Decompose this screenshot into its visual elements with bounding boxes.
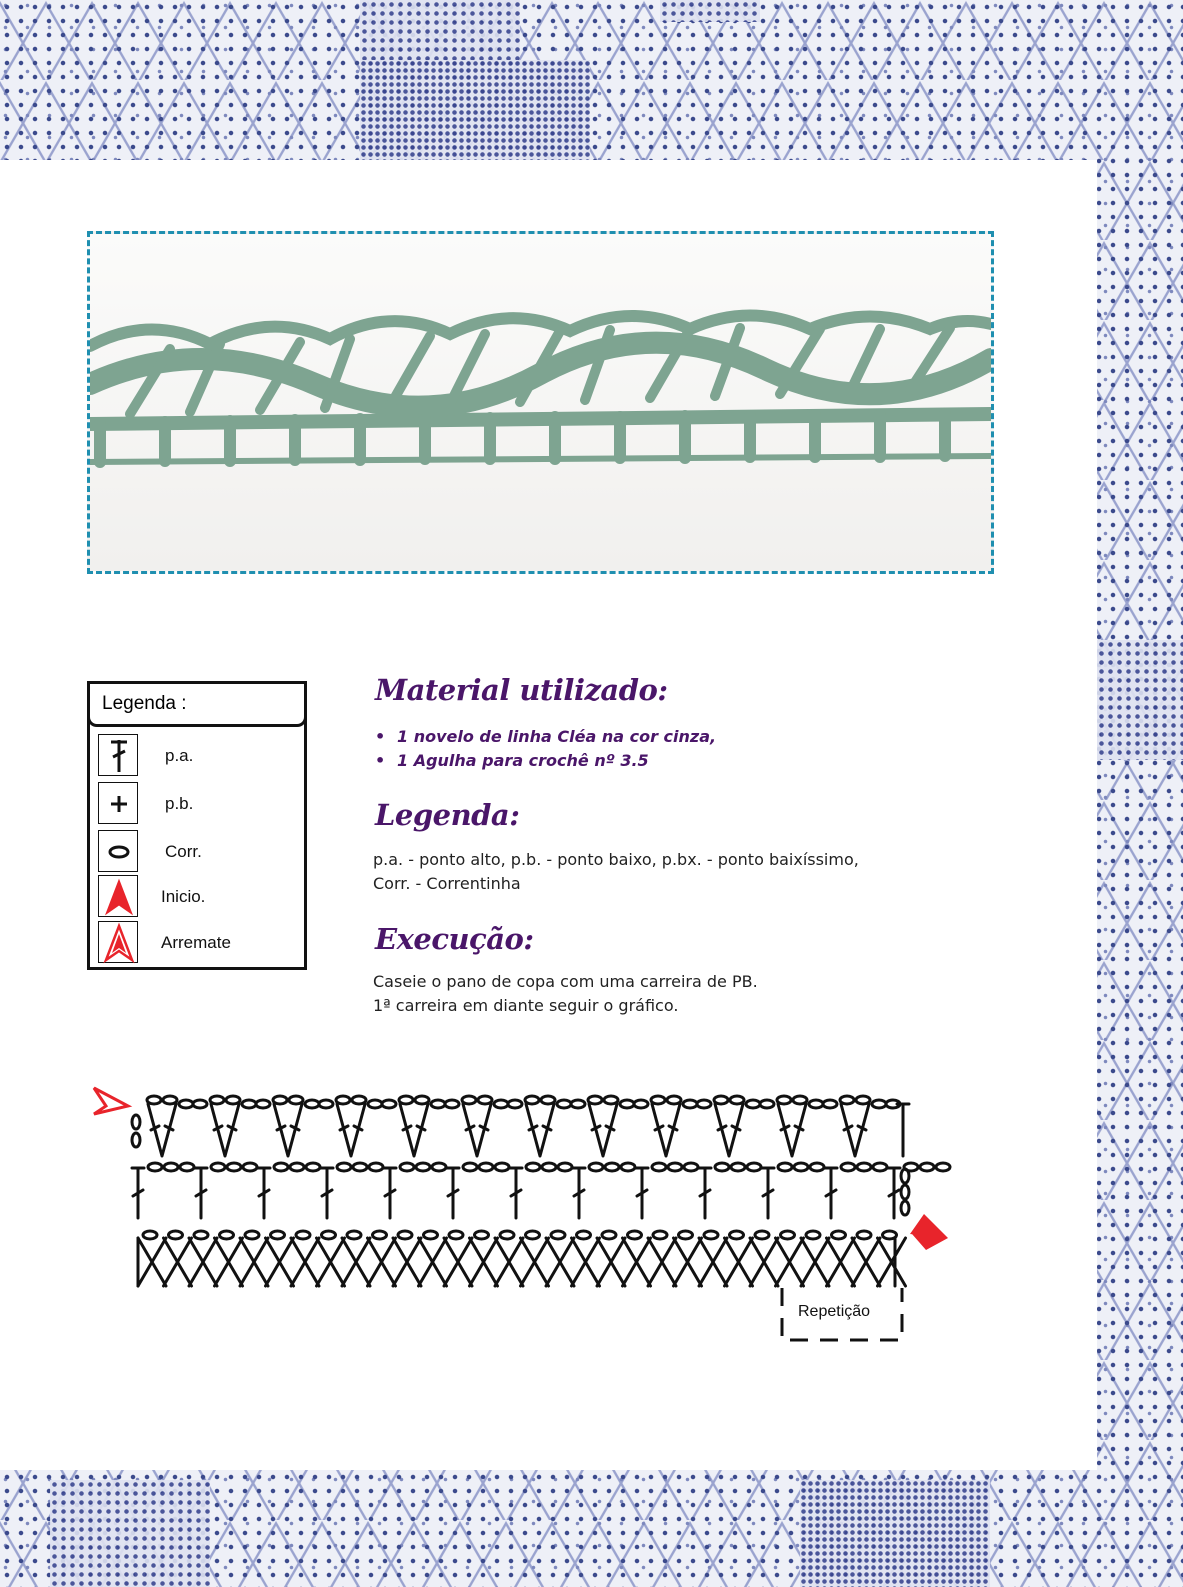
- key-heading: Legenda:: [375, 798, 520, 832]
- row-edge-stroke: [138, 1238, 895, 1286]
- patchwork-panel-top: [360, 0, 520, 60]
- chain-symbol: [226, 1096, 240, 1104]
- single-crochet-symbol: [189, 1238, 217, 1286]
- chain-symbol: [373, 1231, 387, 1239]
- single-crochet-symbol: [393, 1238, 421, 1286]
- chain-symbol: [164, 1163, 178, 1171]
- single-crochet-symbol: [597, 1238, 625, 1286]
- chain-symbol: [832, 1231, 846, 1239]
- chain-symbol: [322, 1231, 336, 1239]
- double-crochet-symbol: [636, 1168, 648, 1218]
- chain-symbol: [714, 1096, 728, 1104]
- chain-symbol: [432, 1163, 446, 1171]
- chain-symbol: [274, 1163, 288, 1171]
- chain-symbol: [337, 1163, 351, 1171]
- single-crochet-symbol: [266, 1238, 294, 1286]
- single-crochet-symbol: [495, 1238, 523, 1286]
- single-crochet-symbol: [801, 1238, 829, 1286]
- chain-symbol: [589, 1163, 603, 1171]
- chain-symbol: [755, 1231, 769, 1239]
- chain-symbol: [478, 1096, 492, 1104]
- chain-symbol: [542, 1163, 556, 1171]
- materials-heading: Material utilizado:: [375, 673, 668, 707]
- chain-symbol: [399, 1096, 413, 1104]
- legend-title: Legenda :: [87, 681, 307, 727]
- chain-symbol: [794, 1163, 808, 1171]
- chain-symbol: [778, 1163, 792, 1171]
- shell-symbol: [841, 1104, 869, 1156]
- chain-symbol: [169, 1231, 183, 1239]
- chain-symbol: [495, 1163, 509, 1171]
- chain-symbol: [242, 1100, 256, 1108]
- shell-symbol: [715, 1104, 743, 1156]
- chain-symbol: [193, 1100, 207, 1108]
- chain-symbol: [588, 1096, 602, 1104]
- chain-symbol: [368, 1100, 382, 1108]
- legend-row-finish: [98, 921, 298, 965]
- chain-symbol: [132, 1115, 140, 1129]
- chain-symbol: [856, 1096, 870, 1104]
- single-crochet-symbol: [138, 1238, 166, 1286]
- chain-symbol: [621, 1163, 635, 1171]
- finish-arrow-icon: [99, 922, 139, 964]
- materials-list: [375, 725, 716, 773]
- chain-symbol: [271, 1231, 285, 1239]
- chain-symbol: [400, 1163, 414, 1171]
- chain-symbol: [306, 1163, 320, 1171]
- chain-symbol: [760, 1100, 774, 1108]
- chain-symbol: [810, 1163, 824, 1171]
- chain-symbol: [571, 1100, 585, 1108]
- chain-symbol: [132, 1133, 140, 1147]
- shell-symbol: [400, 1104, 428, 1156]
- chain-symbol: [289, 1096, 303, 1104]
- chain-symbol: [143, 1231, 157, 1239]
- chain-symbol: [730, 1231, 744, 1239]
- chain-symbol: [883, 1231, 897, 1239]
- chain-symbol: [336, 1096, 350, 1104]
- single-crochet-icon: [99, 783, 139, 825]
- execution-heading: Execução:: [375, 922, 534, 956]
- chain-symbol: [920, 1163, 934, 1171]
- chain-symbol: [715, 1163, 729, 1171]
- chain-symbol: [651, 1096, 665, 1104]
- chain-symbol: [936, 1163, 950, 1171]
- single-crochet-symbol: [368, 1238, 396, 1286]
- legend-label-finish: Arremate: [161, 933, 231, 952]
- patchwork-panel-right: [1097, 640, 1183, 760]
- patchwork-panel-top-2: [360, 60, 590, 160]
- double-crochet-symbol: [699, 1168, 711, 1218]
- shell-symbol: [274, 1104, 302, 1156]
- chain-symbol: [620, 1100, 634, 1108]
- chain-symbol: [526, 1163, 540, 1171]
- chain-symbol: [652, 1163, 666, 1171]
- single-crochet-symbol: [750, 1238, 778, 1286]
- patchwork-panel-top-3: [660, 0, 760, 22]
- chain-symbol: [445, 1100, 459, 1108]
- legend-label-start: Inicio.: [161, 887, 206, 906]
- chain-symbol: [475, 1231, 489, 1239]
- chain-symbol: [508, 1100, 522, 1108]
- chain-icon: [99, 831, 139, 873]
- chain-symbol: [605, 1163, 619, 1171]
- shell-symbol: [148, 1104, 176, 1156]
- double-crochet-symbol: [321, 1168, 333, 1218]
- single-crochet-symbol: [521, 1238, 549, 1286]
- key-line-1: p.a. - ponto alto, p.b. - ponto baixo, p.bx. - ponto baixíssimo,: [373, 850, 859, 869]
- chain-symbol: [679, 1231, 693, 1239]
- legend-row-start: [98, 875, 298, 919]
- single-crochet-symbol: [215, 1238, 243, 1286]
- shell-symbol: [211, 1104, 239, 1156]
- single-crochet-symbol: [776, 1238, 804, 1286]
- chain-symbol: [148, 1163, 162, 1171]
- double-crochet-symbol: [762, 1168, 774, 1218]
- chain-symbol: [901, 1185, 909, 1199]
- chain-symbol: [747, 1163, 761, 1171]
- chain-symbol: [557, 1100, 571, 1108]
- chain-symbol: [809, 1100, 823, 1108]
- double-crochet-symbol: [510, 1168, 522, 1218]
- single-crochet-symbol: [470, 1238, 498, 1286]
- chain-symbol: [449, 1231, 463, 1239]
- chain-symbol: [210, 1096, 224, 1104]
- chain-symbol: [628, 1231, 642, 1239]
- chain-symbol: [194, 1231, 208, 1239]
- chain-symbol: [841, 1163, 855, 1171]
- chain-symbol: [697, 1100, 711, 1108]
- chain-symbol: [163, 1096, 177, 1104]
- chain-symbol: [872, 1100, 886, 1108]
- double-crochet-symbol: [258, 1168, 270, 1218]
- chain-symbol: [431, 1100, 445, 1108]
- chain-symbol: [746, 1100, 760, 1108]
- shell-symbol: [778, 1104, 806, 1156]
- shell-symbol: [526, 1104, 554, 1156]
- double-crochet-symbol: [195, 1168, 207, 1218]
- single-crochet-symbol: [546, 1238, 574, 1286]
- double-crochet-symbol: [825, 1168, 837, 1218]
- single-crochet-symbol: [291, 1238, 319, 1286]
- shell-symbol: [589, 1104, 617, 1156]
- chain-symbol: [901, 1169, 909, 1183]
- chain-symbol: [781, 1231, 795, 1239]
- chain-symbol: [462, 1096, 476, 1104]
- repeat-label: Repetição: [798, 1303, 871, 1320]
- single-crochet-symbol: [240, 1238, 268, 1286]
- chain-symbol: [704, 1231, 718, 1239]
- legend-label-single-crochet: p.b.: [165, 794, 194, 813]
- legend-row-double-crochet: [98, 734, 298, 778]
- single-crochet-symbol: [317, 1238, 345, 1286]
- chain-symbol: [500, 1231, 514, 1239]
- chain-symbol: [211, 1163, 225, 1171]
- chain-symbol: [873, 1163, 887, 1171]
- chain-symbol: [243, 1163, 257, 1171]
- legend-label-double-crochet: p.a.: [165, 746, 194, 765]
- legend-row-single-crochet: [98, 782, 298, 826]
- single-crochet-symbol: [725, 1238, 753, 1286]
- chain-symbol: [296, 1231, 310, 1239]
- chain-symbol: [730, 1096, 744, 1104]
- chain-symbol: [731, 1163, 745, 1171]
- chain-symbol: [463, 1163, 477, 1171]
- single-crochet-symbol: [699, 1238, 727, 1286]
- double-crochet-symbol: [573, 1168, 585, 1218]
- start-arrow-icon: [99, 876, 139, 918]
- execution-line-2: 1ª carreira em diante seguir o gráfico.: [373, 996, 679, 1015]
- legend-row-chain: [98, 830, 298, 874]
- crochet-chart: [90, 1078, 960, 1368]
- finish-marker-icon: [910, 1214, 948, 1250]
- chain-symbol: [793, 1096, 807, 1104]
- crochet-photo: [87, 231, 994, 574]
- chain-symbol: [901, 1201, 909, 1215]
- single-crochet-symbol: [342, 1238, 370, 1286]
- chain-symbol: [352, 1096, 366, 1104]
- chain-symbol: [305, 1100, 319, 1108]
- execution-line-1: Caseie o pano de copa com uma carreira de PB.: [373, 972, 758, 991]
- chain-symbol: [416, 1163, 430, 1171]
- chain-symbol: [382, 1100, 396, 1108]
- chain-symbol: [424, 1231, 438, 1239]
- double-crochet-symbol: [897, 1104, 909, 1156]
- chain-symbol: [653, 1231, 667, 1239]
- chain-symbol: [668, 1163, 682, 1171]
- single-crochet-symbol: [878, 1238, 906, 1286]
- chain-symbol: [840, 1096, 854, 1104]
- chain-symbol: [525, 1096, 539, 1104]
- start-marker-icon: [94, 1088, 128, 1114]
- double-crochet-icon: [99, 735, 139, 777]
- chain-symbol: [347, 1231, 361, 1239]
- chain-symbol: [602, 1231, 616, 1239]
- chain-symbol: [823, 1100, 837, 1108]
- single-crochet-symbol: [164, 1238, 192, 1286]
- chain-symbol: [353, 1163, 367, 1171]
- single-crochet-symbol: [419, 1238, 447, 1286]
- chain-symbol: [857, 1231, 871, 1239]
- chain-symbol: [273, 1096, 287, 1104]
- chain-symbol: [398, 1231, 412, 1239]
- single-crochet-symbol: [674, 1238, 702, 1286]
- chain-symbol: [551, 1231, 565, 1239]
- crochet-edging-image: [90, 234, 991, 571]
- single-crochet-symbol: [444, 1238, 472, 1286]
- patchwork-panel-bottom: [50, 1480, 210, 1587]
- chain-symbol: [526, 1231, 540, 1239]
- chain-symbol: [220, 1231, 234, 1239]
- materials-item-1: • 1 novelo de linha Cléa na cor cinza,: [375, 725, 716, 749]
- double-crochet-symbol: [447, 1168, 459, 1218]
- single-crochet-symbol: [827, 1238, 855, 1286]
- chain-symbol: [577, 1231, 591, 1239]
- key-line-2: Corr. - Correntinha: [373, 874, 521, 893]
- chain-symbol: [147, 1096, 161, 1104]
- chain-symbol: [227, 1163, 241, 1171]
- chain-symbol: [319, 1100, 333, 1108]
- chain-symbol: [667, 1096, 681, 1104]
- chain-symbol: [683, 1100, 697, 1108]
- chain-symbol: [415, 1096, 429, 1104]
- chain-symbol: [634, 1100, 648, 1108]
- single-crochet-symbol: [852, 1238, 880, 1286]
- legend-label-chain: Corr.: [165, 842, 202, 861]
- chain-symbol: [541, 1096, 555, 1104]
- legend-box: [87, 681, 307, 970]
- chain-symbol: [479, 1163, 493, 1171]
- shell-symbol: [337, 1104, 365, 1156]
- chain-symbol: [180, 1163, 194, 1171]
- shell-symbol: [463, 1104, 491, 1156]
- chain-symbol: [179, 1100, 193, 1108]
- chain-symbol: [290, 1163, 304, 1171]
- shell-symbol: [652, 1104, 680, 1156]
- chain-symbol: [256, 1100, 270, 1108]
- chain-symbol: [558, 1163, 572, 1171]
- chain-symbol: [857, 1163, 871, 1171]
- chain-symbol: [245, 1231, 259, 1239]
- single-crochet-symbol: [623, 1238, 651, 1286]
- double-crochet-symbol: [132, 1168, 144, 1218]
- single-crochet-symbol: [648, 1238, 676, 1286]
- chain-symbol: [777, 1096, 791, 1104]
- single-crochet-symbol: [572, 1238, 600, 1286]
- double-crochet-symbol: [384, 1168, 396, 1218]
- chain-symbol: [494, 1100, 508, 1108]
- chain-symbol: [604, 1096, 618, 1104]
- materials-item-2: • 1 Agulha para crochê nº 3.5: [375, 749, 716, 773]
- chain-symbol: [806, 1231, 820, 1239]
- double-crochet-symbol: [888, 1168, 900, 1218]
- patchwork-panel-bottom-2: [800, 1480, 990, 1587]
- chain-symbol: [684, 1163, 698, 1171]
- chain-symbol: [369, 1163, 383, 1171]
